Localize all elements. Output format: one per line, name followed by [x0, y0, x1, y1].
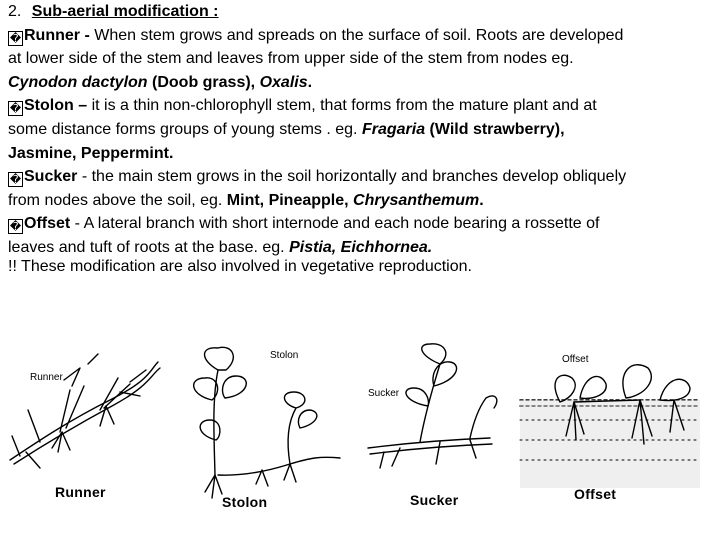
unknown-glyph-icon: � [9, 221, 22, 234]
stolon-caption: Stolon [222, 494, 268, 510]
stolon-illustration [194, 347, 340, 498]
runner-desc-2: at lower side of the stem and leaves from upper side of the stem from nodes eg. [8, 50, 574, 68]
sucker-line-2 [8, 189, 714, 213]
stolon-term: Stolon – [24, 97, 92, 115]
offset-line-2 [8, 236, 714, 260]
stolon-desc-1: it is a thin non-chlorophyll stem, that forms from the mature plant and at [91, 97, 597, 115]
plant-illustrations [0, 340, 720, 540]
stolon-line-3 [8, 142, 714, 166]
stolon-line-1 [8, 94, 714, 118]
text-block [8, 0, 714, 260]
offset-example-1: Pistia, Eichhornea. [289, 238, 433, 256]
sucker-term: Sucker [24, 168, 78, 186]
unknown-glyph-icon: � [9, 174, 22, 187]
sucker-example-end: . [479, 191, 484, 209]
sucker-example-2: Chrysanthemum [353, 191, 480, 209]
offset-desc-1: - A lateral branch with short internode and each node bearing a rossette of [70, 215, 600, 233]
sucker-label: Sucker [368, 388, 400, 399]
sucker-desc-2: from nodes above the soil, eg. [8, 191, 227, 209]
offset-desc-2: leaves and tuft of roots at the base. eg. [8, 238, 290, 256]
stolon-example-2: (Wild strawberry), [425, 120, 565, 138]
stolon-line-2 [8, 118, 714, 142]
runner-term: Runner - [24, 26, 95, 44]
runner-desc-1: When stem grows and spreads on the surface of soil. Roots are developed [94, 26, 624, 44]
runner-line-3 [8, 71, 714, 95]
sucker-line-1 [8, 165, 714, 189]
sucker-example-1: Mint, Pineapple, [226, 191, 354, 209]
offset-illustration [520, 365, 700, 488]
runner-caption: Runner [55, 484, 106, 500]
offset-line-1 [8, 212, 714, 236]
heading [8, 0, 714, 24]
stolon-label: Stolon [270, 350, 299, 361]
heading-number: 2. [8, 3, 22, 20]
runner-line-2 [8, 47, 714, 71]
unknown-glyph-icon: � [9, 103, 22, 116]
runner-label: Runner [30, 372, 63, 383]
offset-caption: Offset [574, 486, 617, 502]
runner-example-2: (Doob grass), [147, 73, 260, 91]
runner-example-3: Oxalis [259, 73, 308, 91]
stem-modification-figure [0, 340, 720, 540]
stolon-desc-2: some distance forms groups of young stems . eg. [8, 120, 362, 138]
runner-line-1 [8, 24, 714, 48]
runner-example-1: Cynodon dactylon [8, 73, 148, 91]
sucker-caption: Sucker [410, 492, 459, 508]
stolon-example-1: Fragaria [361, 120, 426, 138]
unknown-glyph-icon: � [9, 32, 22, 45]
heading-title: Sub-aerial modification : [31, 3, 219, 20]
offset-label: Offset [562, 354, 589, 365]
reproduction-note: !! These modification are also involved in vegetative reproduction. [8, 258, 472, 275]
runner-example-end: . [307, 73, 313, 91]
sucker-illustration [368, 344, 497, 468]
offset-term: Offset [24, 215, 71, 233]
sucker-desc-1: - the main stem grows in the soil horizontally and branches develop obliquely [77, 168, 627, 186]
stolon-example-3: Jasmine, Peppermint. [8, 144, 174, 162]
